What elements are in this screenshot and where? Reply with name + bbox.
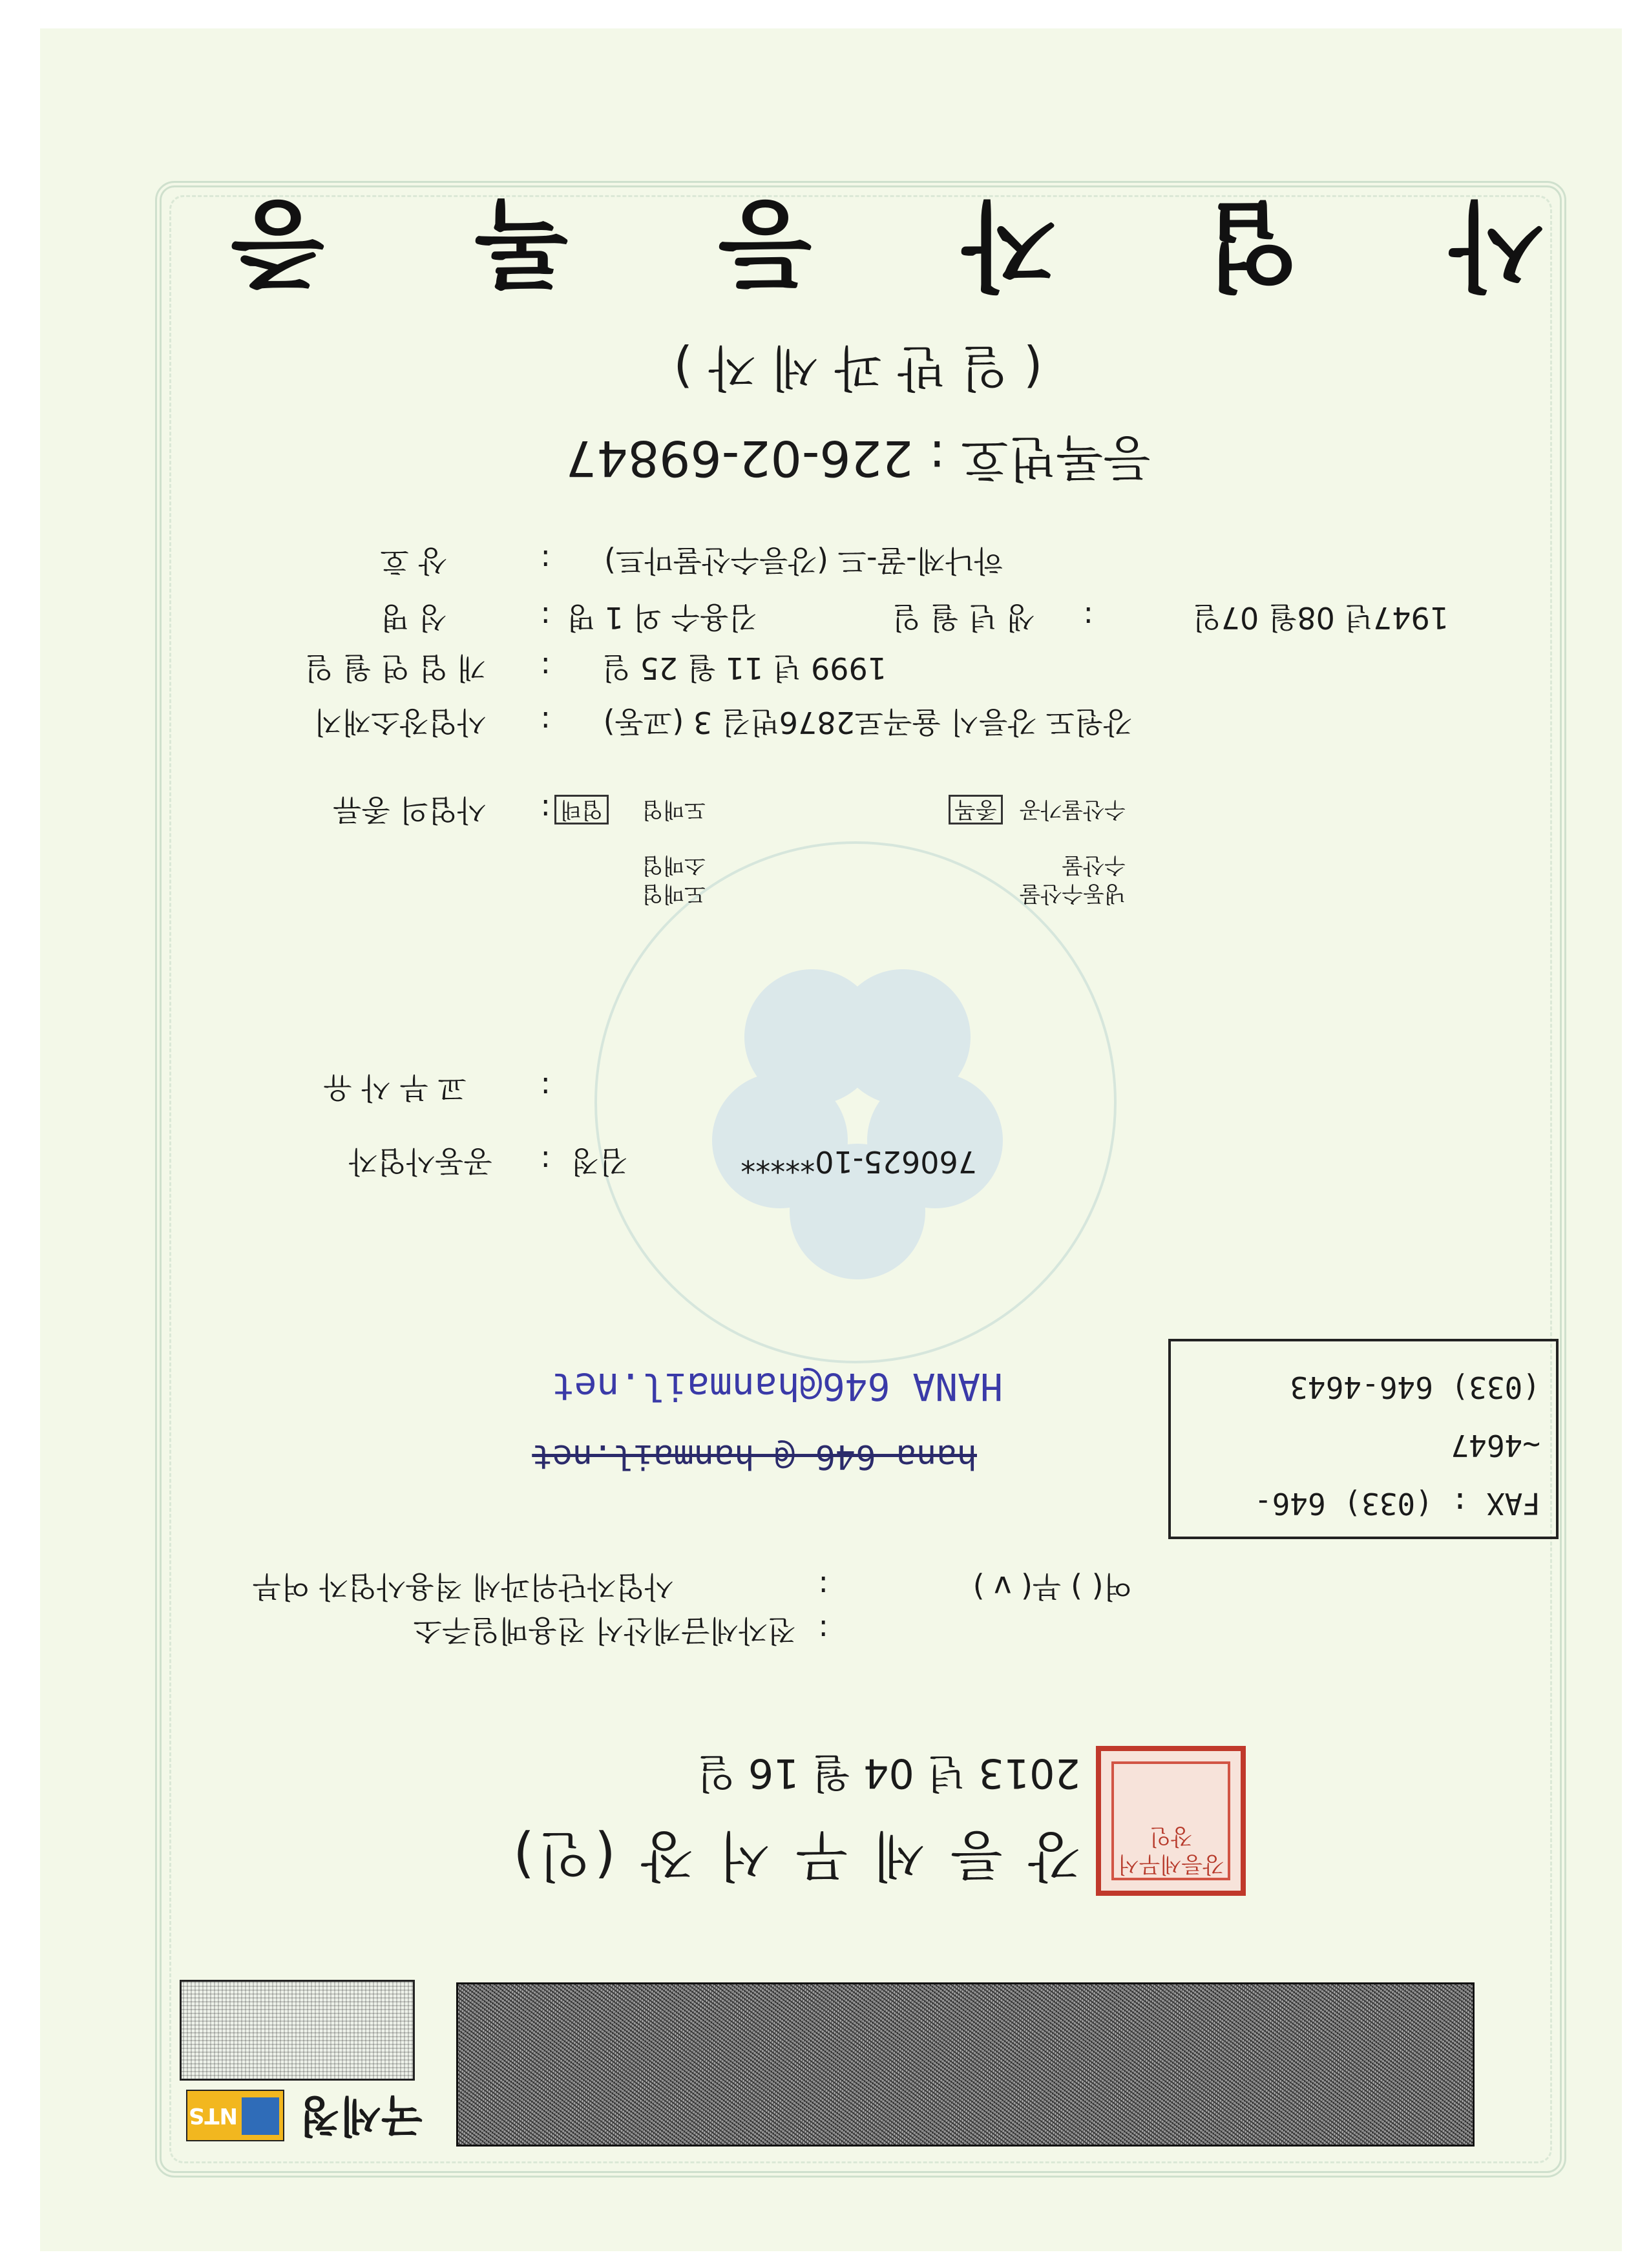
watermark-circle: [594, 841, 1117, 1363]
business-tag-1: [554, 797, 609, 821]
colon: :: [1083, 600, 1093, 635]
issue-reason-label: 교 부 사 유: [323, 1071, 467, 1106]
nts-logo: [186, 2090, 284, 2141]
agency-name: 국세청: [299, 2091, 423, 2141]
business-tag-2-text: 종목: [949, 795, 1003, 824]
handwritten-email: HANA 646@hanmail.net: [551, 1365, 1003, 1409]
business-type-1: 도매업: [642, 797, 706, 823]
colon: :: [540, 600, 551, 635]
trade-name-label: 상 호: [380, 543, 447, 578]
partner-name: 김정: [571, 1144, 628, 1179]
issue-date: 2013 년 04 월 16 일: [697, 1750, 1080, 1797]
business-type-label: 사업의 종류: [333, 793, 486, 828]
seal-text: 강릉세무서장인: [1111, 1761, 1230, 1880]
handwritten-contact-box: [1168, 1339, 1559, 1539]
opening-date-label: 개 업 연 월 일: [304, 651, 486, 686]
tax-free-label: 사업자단위과세 적용사업자 여부: [252, 1570, 673, 1604]
handwritten-phone-range: ~4647: [1451, 1428, 1540, 1463]
colon: :: [818, 1570, 828, 1604]
location-value: 강원도 강릉시 율곡로2876번길 3 (교동): [603, 705, 1132, 740]
opening-date-value: 1999 년 11 월 25 일: [602, 651, 887, 686]
business-item-3: 냉동수산물: [1019, 881, 1126, 907]
colon: :: [540, 543, 551, 578]
registration-number-row: [67, 427, 1649, 498]
tax-free-value: 여( ) 부( v ): [972, 1570, 1132, 1604]
birth-label: 생 년 월 일: [892, 600, 1035, 635]
business-type-1c: 도매업: [642, 881, 706, 907]
location-label: 사업장소재지: [313, 705, 486, 740]
business-tag-1-text: 업태: [554, 795, 609, 824]
nts-logo-text: NTS: [188, 2103, 238, 2128]
rep-name-label: 성 명: [380, 600, 447, 635]
colon: :: [913, 430, 946, 487]
official-seal: [1096, 1746, 1246, 1896]
registration-number: 226-02-69847: [565, 430, 914, 487]
business-type-1b: 소매업: [642, 852, 706, 878]
issuer-name: 강 릉 세 무 서 장 (인): [509, 1824, 1080, 1887]
nts-flower-icon: [242, 2097, 279, 2135]
email-label: 전자세금계산서 전용메일주소: [413, 1613, 796, 1648]
birth-value: 1947년 08월 07일: [1192, 600, 1449, 635]
registration-label: 등록번호: [961, 430, 1151, 487]
colon: :: [540, 793, 551, 828]
certificate-subtitle: ( 일 반 과 세 자 ): [673, 339, 1043, 397]
partner-id: 760625-10*****: [740, 1144, 977, 1179]
colon: :: [818, 1613, 828, 1648]
colon: :: [540, 651, 551, 686]
scrambled-barcode-area: [456, 1982, 1475, 2147]
colon: :: [540, 1144, 551, 1179]
handwritten-email-crossed: hana 646 @ hanmail.net: [532, 1437, 977, 1476]
handwritten-phone: (033) 646-4643: [1290, 1370, 1540, 1405]
document-qr-code: [180, 1980, 415, 2081]
certificate-title: 사 업 자 등 록 증: [173, 188, 1544, 300]
handwritten-fax: FAX : (033) 646-: [1254, 1486, 1540, 1521]
trade-name-value: 하나제-꿀-드 (강릉수산물마트): [604, 543, 1003, 578]
colon: :: [540, 705, 551, 740]
partner-label: 공동사업자: [348, 1144, 492, 1179]
business-tag-2: [949, 797, 1003, 821]
business-item-1: 수산물가공: [1019, 797, 1126, 823]
colon: :: [540, 1071, 551, 1106]
rep-name-value: 김용수 외 1 명: [566, 600, 757, 635]
business-item-2: 수산물: [1062, 852, 1126, 878]
